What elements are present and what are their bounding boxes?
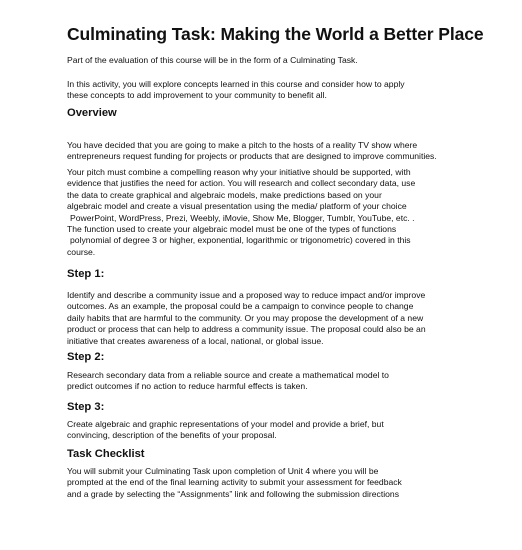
section-heading-task-checklist: Task Checklist [67, 448, 145, 460]
intro-paragraph-2 [67, 79, 487, 102]
text-line: predict outcomes if no action to reduce harmful effects is taken. [67, 381, 308, 392]
text-line: entrepreneurs request funding for projects or products that are designed to improve communities. [67, 151, 437, 162]
text-line: Research secondary data from a reliable source and create a mathematical model to [67, 370, 389, 380]
text-line: evidence that justifies the need for action. You will research and collect secondary data, use [67, 178, 416, 189]
text-line: product or process that can help to address a community issue. The proposal could also be an [67, 324, 426, 335]
text-line: convincing, description of the benefits of your proposal. [67, 430, 277, 441]
text-line: polynomial of degree 3 or higher, exponential, logarithmic or trigonometric) covered in this [70, 235, 411, 246]
overview-paragraph-2 [67, 167, 487, 258]
step-2-paragraph [67, 370, 487, 393]
step-3-paragraph [67, 419, 487, 442]
checklist-paragraph [67, 466, 487, 500]
text-line: these concepts to add improvement to your community to benefit all. [67, 90, 327, 101]
text-line: In this activity, you will explore concepts learned in this course and consider how to apply [67, 79, 405, 89]
text-line: Create algebraic and graphic representations of your model and provide a brief, but [67, 419, 384, 429]
section-heading-overview: Overview [67, 107, 117, 119]
text-line: daily habits that are harmful to the community. Or you may propose the development of a new [67, 312, 424, 323]
text-line: PowerPoint, WordPress, Prezi, Weebly, iMovie, Show Me, Blogger, Tumblr, YouTube, etc. . [70, 212, 415, 223]
text-line: outcomes. As an example, the proposal could be a campaign to convince people to change [67, 301, 414, 312]
section-heading-step-3: Step 3: [67, 401, 105, 413]
text-line: The function used to create your algebraic model must be one of the types of functions [67, 224, 397, 235]
text-line: initiative that creates awareness of a local, national, or global issue. [67, 335, 324, 346]
text-line: prompted at the end of the final learning activity to submit your assessment for feedback [67, 477, 402, 488]
step-1-paragraph [67, 290, 487, 347]
text-line: Identify and describe a community issue and a proposed way to reduce impact and/or improve [67, 290, 426, 300]
text-line: You have decided that you are going to make a pitch to the hosts of a reality TV show where [67, 140, 418, 150]
text-line: and a grade by selecting the “Assignments” link and following the submission directions [67, 488, 399, 499]
text-line: algebraic model and create a visual presentation using the media/ platform of your choice [67, 201, 407, 212]
section-heading-step-2: Step 2: [67, 351, 105, 363]
intro-paragraph-1 [67, 55, 487, 66]
text-line: the data to create graphical and algebraic models, make predictions based on your [67, 189, 382, 200]
text-line: Part of the evaluation of this course will be in the form of a Culminating Task. [67, 55, 358, 65]
page-title: Culminating Task: Making the World a Better Place [67, 24, 484, 44]
text-line: course. [67, 246, 96, 257]
section-heading-step-1: Step 1: [67, 268, 105, 280]
overview-paragraph-1 [67, 140, 487, 163]
text-line: You will submit your Culminating Task upon completion of Unit 4 where you will be [67, 466, 379, 476]
text-line: Your pitch must combine a compelling reason why your initiative should be supported, with [67, 167, 411, 177]
